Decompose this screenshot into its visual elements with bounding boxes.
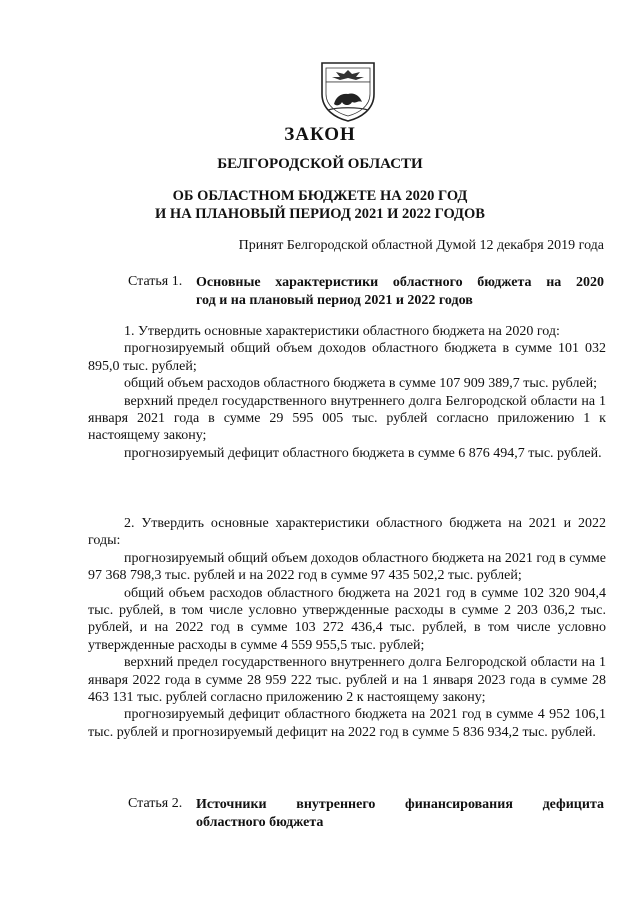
article-2-title-line-1: Источники внутреннего финансирования дефицита	[196, 797, 604, 812]
article-1-title	[196, 274, 604, 310]
law-subject-line-2: И НА ПЛАНОВЫЙ ПЕРИОД 2021 И 2022 ГОДОВ	[155, 206, 485, 222]
part-2-intro: 2. Утвердить основные характеристики областного бюджета на 2021 и 2022 годы:	[88, 516, 606, 549]
coat-of-arms-emblem	[318, 60, 378, 122]
part-1-revenue: прогнозируемый общий объем доходов областного бюджета в сумме 101 032 895,0 тыс. рублей;	[88, 341, 606, 374]
article-1-part-2	[88, 515, 606, 741]
part-2-revenue: прогнозируемый общий объем доходов областного бюджета на 2021 год в сумме 97 368 798,3 тыс. рублей и на 2022 год в сумме 97 435 502,2 тыс. рублей;	[88, 550, 606, 584]
part-1-debt-limit: верхний предел государственного внутреннего долга Белгородской области на 1 января 2021 года в сумме 29 595 005 тыс. рублей согласно приложению 1 к настоящему закону;	[88, 393, 606, 444]
region-title: БЕЛГОРОДСКОЙ ОБЛАСТИ	[217, 156, 423, 172]
adoption-note: Принят Белгородской областной Думой 12 декабря 2019 года	[238, 238, 604, 253]
part-1-expenses: общий объем расходов областного бюджета в сумме 107 909 389,7 тыс. рублей;	[124, 376, 598, 392]
article-1-title-line-2: год и на плановый период 2021 и 2022 годов	[196, 293, 473, 308]
article-2-title	[196, 796, 604, 832]
part-1-intro: 1. Утвердить основные характеристики областного бюджета на 2020 год:	[124, 324, 560, 339]
part-2-deficit: прогнозируемый дефицит областного бюджета на 2021 год в сумме 4 952 106,1 тыс. рублей и прогнозируемый дефицит на 2022 год в сумме 5 836 934,2 тыс. рублей.	[88, 707, 606, 740]
part-1-deficit: прогнозируемый дефицит областного бюджета в сумме 6 876 494,7 тыс. рублей.	[124, 445, 602, 461]
law-title: ЗАКОН	[284, 124, 356, 145]
article-2-label: Статья 2.	[128, 796, 183, 811]
part-2-debt-limit: верхний предел государственного внутреннего долга Белгородской области на 1 января 2022 года в сумме 28 959 222 тыс. рублей и на 1 января 2023 года в сумме 28 463 131 тыс. рублей согласно приложению 2 к настоящему закону;	[88, 655, 606, 706]
article-1-title-line-1: Основные характеристики областного бюджета на 2020	[196, 275, 604, 290]
article-1-label: Статья 1.	[128, 274, 183, 289]
article-2-title-line-2: областного бюджета	[196, 815, 324, 830]
law-subject-line-1: ОБ ОБЛАСТНОМ БЮДЖЕТЕ НА 2020 ГОД	[172, 188, 468, 204]
part-2-expenses: общий объем расходов областного бюджета на 2021 год в сумме 102 320 904,4 тыс. рублей, в том числе условно утвержденные расходы в сумме 2 203 036,2 тыс. рублей, и на 2022 год в сумме 103 272 436,4 тыс. рублей, в том числе условно утвержденные расходы в сумме 4 559 955,5 тыс. рублей;	[88, 585, 606, 653]
article-1-part-1	[88, 323, 606, 462]
